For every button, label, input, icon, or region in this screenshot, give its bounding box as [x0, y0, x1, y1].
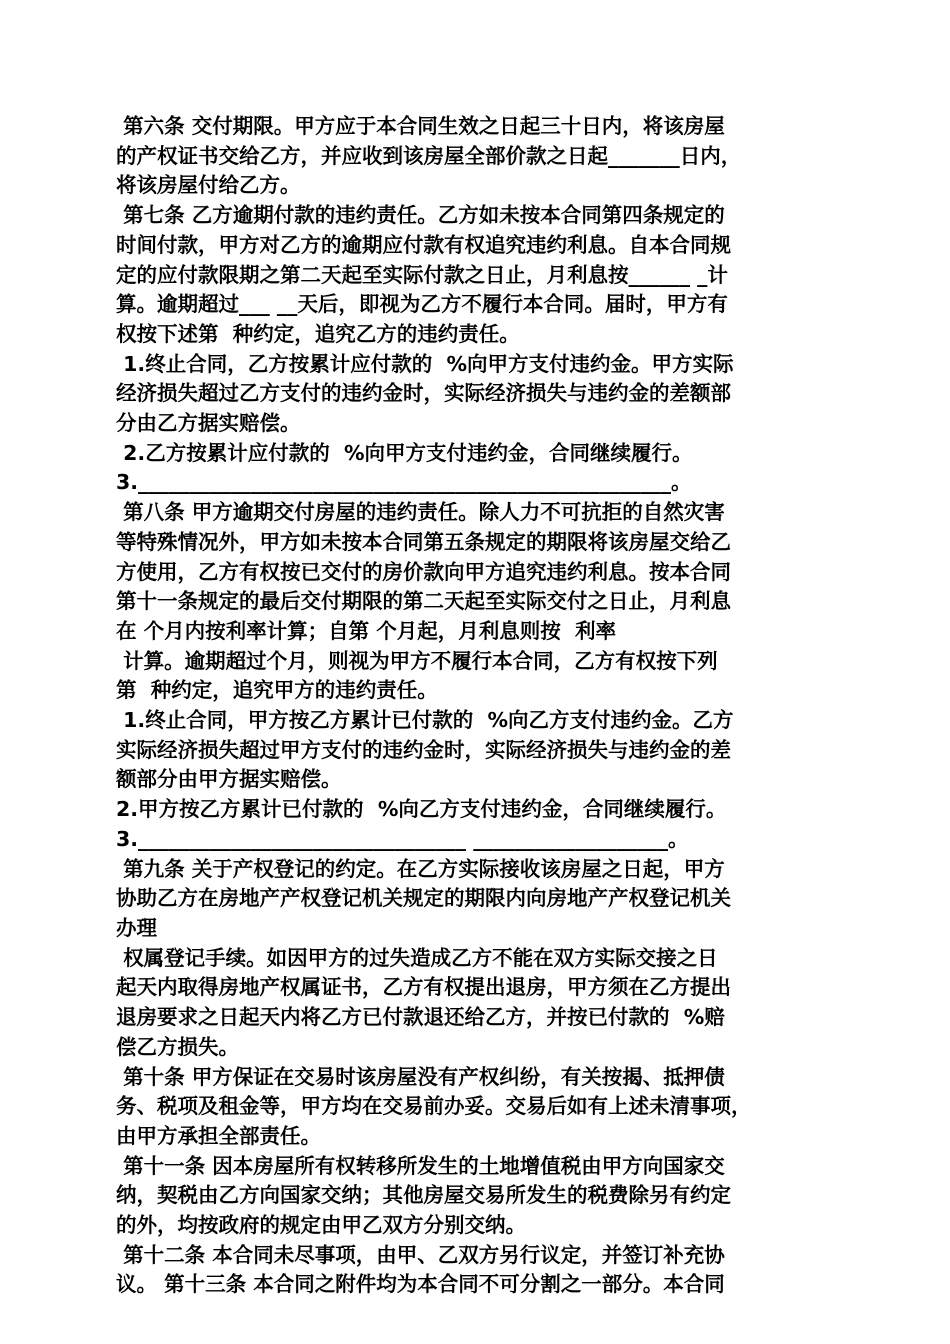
text-line: 退房要求之日起天内将乙方已付款退还给乙方，并按已付款的 %赔	[116, 1005, 725, 1030]
text-line: 务、税项及租金等，甲方均在交易前办妥。交易后如有上述未清事项，	[116, 1094, 752, 1119]
text-line: 第九条 关于产权登记的约定。在乙方实际接收该房屋之日起，甲方	[116, 856, 725, 881]
text-line: 2.乙方按累计应付款的 %向甲方支付违约金，合同继续履行。	[116, 440, 693, 465]
text-line: 第七条 乙方逾期付款的违约责任。乙方如未按本合同第四条规定的	[116, 203, 725, 228]
text-line: 定的应付款限期之第二天起至实际付款之日止，月利息按______ _计	[116, 262, 728, 287]
text-line: 将该房屋付给乙方。	[116, 173, 301, 198]
text-line: 实际经济损失超过甲方支付的违约金时，实际经济损失与违约金的差	[116, 737, 731, 762]
text-line: 第十二条 本合同未尽事项，由甲、乙双方另行议定，并签订补充协	[116, 1242, 725, 1267]
text-line: 3.____________________________________________________。	[116, 470, 692, 495]
text-line: 协助乙方在房地产产权登记机关规定的期限内向房地产产权登记机关	[116, 886, 731, 911]
text-line: 经济损失超过乙方支付的违约金时，实际经济损失与违约金的差额部	[116, 381, 731, 406]
text-line: 第十条 甲方保证在交易时该房屋没有产权纠纷，有关按揭、抵押债	[116, 1064, 725, 1089]
text-line: 第十一条规定的最后交付期限的第二天起至实际交付之日止，月利息	[116, 589, 731, 614]
text-line: 3.________________________________ ___________________。	[116, 826, 689, 851]
text-line: 额部分由甲方据实赔偿。	[116, 767, 342, 792]
text-line: 1.终止合同，甲方按乙方累计已付款的 %向乙方支付违约金。乙方	[116, 708, 734, 733]
text-line: 分由乙方据实赔偿。	[116, 411, 301, 436]
text-line: 算。逾期超过___ __天后，即视为乙方不履行本合同。届时，甲方有	[116, 292, 728, 317]
text-line: 计算。逾期超过个月，则视为甲方不履行本合同，乙方有权按下列	[116, 648, 718, 673]
text-line: 由甲方承担全部责任。	[116, 1123, 321, 1148]
text-line: 纳，契税由乙方向国家交纳；其他房屋交易所发生的税费除另有约定	[116, 1183, 731, 1208]
text-line: 权按下述第 种约定，追究乙方的违约责任。	[116, 321, 520, 346]
text-line: 办理	[116, 915, 157, 940]
contract-text	[116, 112, 840, 1300]
text-line: 等特殊情况外，甲方如未按本合同第五条规定的期限将该房屋交给乙	[116, 529, 731, 554]
text-line: 的产权证书交给乙方，并应收到该房屋全部价款之日起_______日内，	[116, 143, 742, 168]
text-line: 第十一条 因本房屋所有权转移所发生的土地增值税由甲方向国家交	[116, 1153, 725, 1178]
text-line: 偿乙方损失。	[116, 1034, 239, 1059]
text-line: 时间付款，甲方对乙方的逾期应付款有权追究违约利息。自本合同规	[116, 232, 731, 257]
text-line: 第 种约定，追究甲方的违约责任。	[116, 678, 438, 703]
text-line: 2.甲方按乙方累计已付款的 %向乙方支付违约金，合同继续履行。	[116, 797, 727, 822]
text-line: 1.终止合同，乙方按累计应付款的 %向甲方支付违约金。甲方实际	[116, 351, 734, 376]
text-line: 在 个月内按利率计算；自第 个月起，月利息则按 利率	[116, 618, 617, 643]
text-line: 起天内取得房地产权属证书，乙方有权提出退房，甲方须在乙方提出	[116, 975, 731, 1000]
text-line: 第六条 交付期限。甲方应于本合同生效之日起三十日内，将该房屋	[116, 114, 725, 138]
text-line: 权属登记手续。如因甲方的过失造成乙方不能在双方实际交接之日	[116, 945, 718, 970]
text-line: 方使用，乙方有权按已交付的房价款向甲方追究违约利息。按本合同	[116, 559, 731, 584]
text-line: 的外，均按政府的规定由甲乙双方分别交纳。	[116, 1213, 526, 1238]
text-line: 议。 第十三条 本合同之附件均为本合同不可分割之一部分。本合同	[116, 1272, 725, 1297]
text-line: 第八条 甲方逾期交付房屋的违约责任。除人力不可抗拒的自然灾害	[116, 500, 725, 525]
